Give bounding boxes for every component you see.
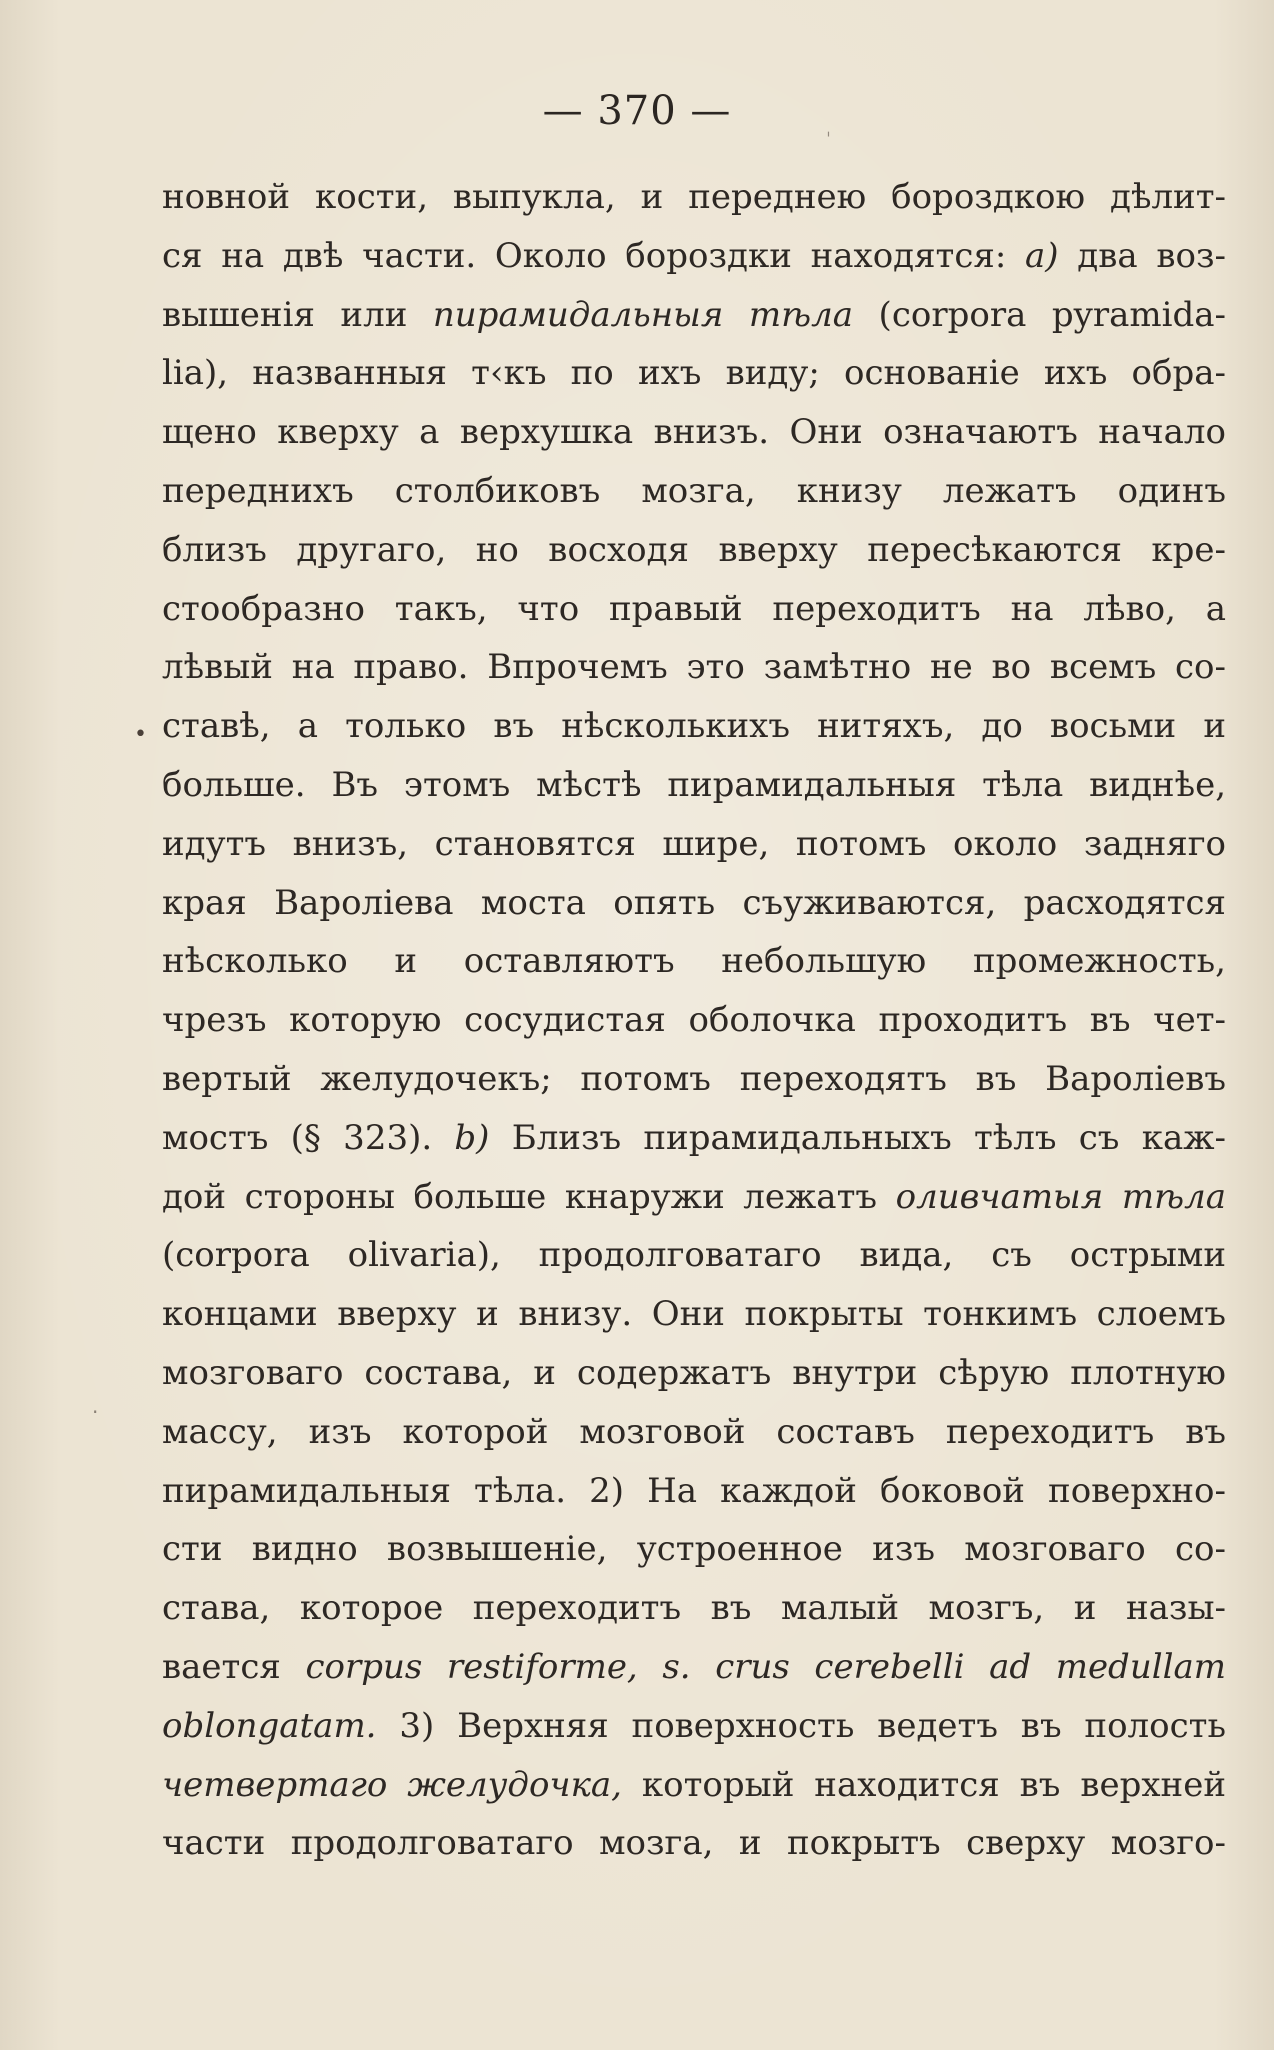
text-line <box>162 815 1226 874</box>
text-line <box>162 1462 1226 1521</box>
text-segment: ся на двѣ части. Около бороздки находятся: <box>162 235 1026 276</box>
text-segment: сти видно возвышеніе, устроенное изъ мозговаго со- <box>162 1529 1226 1570</box>
body-text <box>162 168 1226 1873</box>
text-segment: лѣвый на право. Впрочемъ это замѣтно не во всемъ со- <box>162 647 1226 688</box>
text-line <box>162 1403 1226 1462</box>
italic-term: b) <box>454 1117 490 1158</box>
text-line <box>162 697 1226 756</box>
italic-term: оливчатыя тѣла <box>895 1176 1226 1217</box>
text-line <box>162 1285 1226 1344</box>
text-segment: 3) Верхняя поверхность ведетъ въ полость <box>376 1705 1226 1746</box>
margin-smudge-mark: · <box>92 1400 99 1424</box>
text-segment: который находится въ верхней <box>621 1764 1226 1805</box>
text-segment: дой стороны больше кнаружи лежатъ <box>162 1176 896 1217</box>
italic-term: oblongatam. <box>162 1705 377 1746</box>
text-line <box>162 932 1226 991</box>
text-segment: lia), названныя т‹къ по ихъ виду; основаніе ихъ обра- <box>162 353 1226 394</box>
text-segment: массу, изъ которой мозговой составъ переходитъ въ <box>162 1411 1226 1452</box>
text-segment: става, которое переходитъ въ малый мозгъ, и назы- <box>162 1588 1226 1629</box>
text-segment: больше. Въ этомъ мѣстѣ пирамидальныя тѣла виднѣе, <box>162 764 1226 805</box>
text-line <box>162 1520 1226 1579</box>
text-segment: новной кости, выпукла, и переднею бороздкою дѣлит- <box>162 177 1226 217</box>
text-segment: вается <box>162 1646 306 1687</box>
text-segment: концами вверху и внизу. Они покрыты тонкимъ слоемъ <box>162 1294 1226 1335</box>
text-segment: (corpora pyramida- <box>853 294 1226 335</box>
text-line <box>162 1344 1226 1403</box>
text-line <box>162 756 1226 815</box>
text-line <box>162 638 1226 697</box>
text-segment: нѣсколько и оставляютъ небольшую промежность, <box>162 941 1226 982</box>
text-line <box>162 1638 1226 1697</box>
text-line <box>162 1109 1226 1168</box>
text-segment: близъ другаго, но восходя вверху пересѣкаются кре- <box>162 529 1226 570</box>
text-line <box>162 1814 1226 1873</box>
text-line <box>162 1697 1226 1756</box>
text-segment: щено кверху а верхушка внизъ. Они означаютъ начало <box>162 412 1226 453</box>
text-segment: переднихъ столбиковъ мозга, книзу лежатъ одинъ <box>162 470 1226 511</box>
text-line <box>162 403 1226 462</box>
text-line <box>162 1579 1226 1638</box>
text-segment: края Вароліева моста опять съуживаются, расходятся <box>162 882 1226 923</box>
text-line <box>162 521 1226 580</box>
text-segment: два воз- <box>1058 235 1226 276</box>
text-line <box>162 1050 1226 1109</box>
page-number: — 370 — <box>542 88 732 134</box>
text-segment: вертый желудочекъ; потомъ переходятъ въ Вароліевъ <box>162 1058 1226 1099</box>
text-segment: стообразно такъ, что правый переходитъ на лѣво, а <box>162 588 1226 629</box>
text-segment: (corpora olivaria), продолговатаго вида, съ острыми <box>162 1235 1226 1276</box>
text-segment: части продолговатаго мозга, и покрытъ сверху мозго- <box>162 1823 1226 1864</box>
text-segment: ставѣ, а только въ нѣсколькихъ нитяхъ, до восьми и <box>162 706 1226 747</box>
text-line <box>162 1756 1226 1815</box>
text-line <box>162 344 1226 403</box>
text-line <box>162 168 1226 227</box>
text-line <box>162 991 1226 1050</box>
text-line <box>162 580 1226 639</box>
italic-term: пирамидальныя тѣла <box>432 294 854 335</box>
text-line <box>162 1226 1226 1285</box>
text-line <box>162 286 1226 345</box>
text-segment: мозговаго состава, и содержатъ внутри сѣрую плотную <box>162 1352 1226 1393</box>
text-line <box>162 462 1226 521</box>
italic-term: a) <box>1025 235 1059 276</box>
text-segment: идутъ внизъ, становятся шире, потомъ около задняго <box>162 823 1226 864</box>
text-segment: мостъ (§ 323). <box>162 1117 455 1158</box>
text-line <box>162 874 1226 933</box>
text-segment: чрезъ которую сосудистая оболочка проходитъ въ чет- <box>162 1000 1226 1041</box>
text-segment: пирамидальныя тѣла. 2) На каждой боковой поверхно- <box>162 1470 1226 1511</box>
text-line <box>162 227 1226 286</box>
margin-dot-mark: • <box>134 722 147 747</box>
text-segment: Близъ пирамидальныхъ тѣлъ съ каж- <box>489 1117 1226 1158</box>
text-line <box>162 1168 1226 1227</box>
margin-tick-mark: ˌ <box>826 118 831 139</box>
italic-term: четвертаго желудочка, <box>162 1764 622 1805</box>
text-segment: вышенія или <box>162 294 433 335</box>
italic-term: corpus restiforme, s. crus cerebelli ad medullam <box>305 1646 1226 1687</box>
